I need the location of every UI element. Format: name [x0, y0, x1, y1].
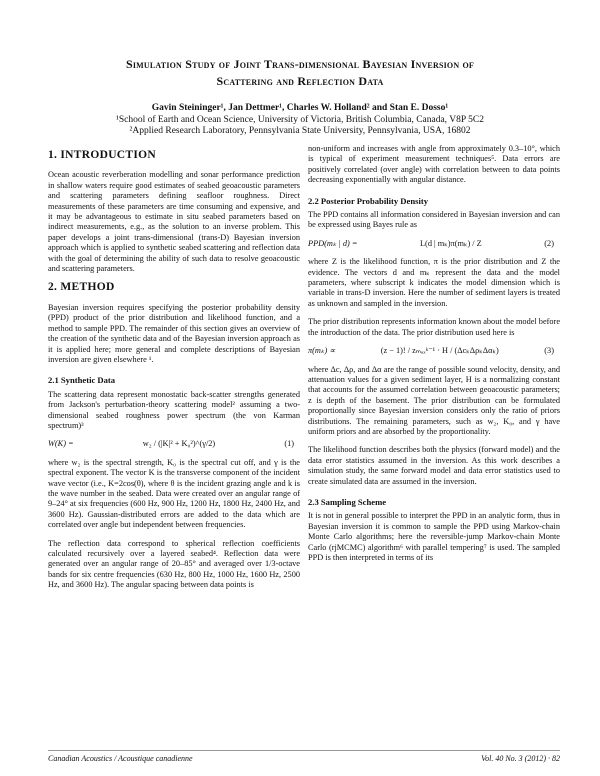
paragraph: Bayesian inversion requires specifying the posterior probability density (PPD) product of the prior distribution and likelihood function, and a method to sample PPD. The remainder of this section gives an overview of the creation of the synthetic data and of the Bayesian inversion approach as it is applied here; more general and complete descriptions of Bayesian inversion are given elsewhere ¹. [48, 302, 300, 364]
paragraph: The scattering data represent monostatic back-scatter strengths generated from Jackson's perturbation-theory scattering model² assuming a two-dimensional seabed roughness power spectrum (the von Karman spectrum)³ [48, 389, 300, 430]
affiliation-1: ¹School of Earth and Ocean Science, University of Victoria, British Columbia, Canada, V8P 5C2 [115, 114, 485, 125]
author-block [40, 103, 560, 138]
paragraph: where Z is the likelihood function, π is the prior distribution and Z the evidence. The vectors d and mₖ represent the data and the model parameters, where subscript k indicates the model dimension which is variable in trans-D inversion. Here the number of sediment layers is treated as unknown and sampled in the inversion. [308, 257, 560, 308]
title-line-2: Scattering and Reflection Data [216, 74, 384, 88]
paragraph: where w₂ is the spectral strength, K₀ is the spectral cut off, and γ is the spectral exponent. The vector K is the transverse component of the incident wave vector (i.e., K=2cos(θ), where θ is the incident grazing angle and k is the wave number in the seabed. Data were created over an angular range of 9–24° at six frequencies (600 Hz, 900 Hz, 1200 Hz, 1800 Hz, 2400 Hz, and 3600 Hz). Gaussian-distributed errors are added to the data which are correlated over angle but independent between frequencies. [48, 457, 300, 530]
paragraph: The prior distribution represents information known about the model before the introduction of the data. The prior distribution used here is [308, 317, 560, 337]
paragraph: where Δc, Δρ, and Δα are the range of possible sound velocity, density, and attenuation values for a given sediment layer, H is a normalizing constant that accounts for the assumed correlation between geoacoustic parameters; z is depth of the basement. The prior distribution can be formulated proportionally since Bayesian inversion considers only the ratio of priors distributions. The remaining parameters, such as w₂, K₀, and γ have uniform priors and are absorbed by the proportionality. [308, 364, 560, 436]
equation-number: (3) [544, 346, 554, 356]
affiliation-2: ²Applied Research Laboratory, Pennsylvania State University, Pennsylvania, USA, 16802 [129, 126, 471, 136]
paragraph: non-uniform and increases with angle from approximately 0.3–10°, which is typical of experiment measurement techniques⁵. Data errors are positively correlated (over angle) with correlation between to data points decreasing exponentially with angular distance. [308, 144, 560, 185]
equation-3 [308, 346, 560, 356]
equation-lhs: PPD(mₖ | d) = [308, 238, 358, 248]
subsection-heading-synthetic-data: 2.1 Synthetic Data [48, 375, 116, 386]
equation-rhs: (z − 1)! / zₘₐₓᵏ⁻¹ · H / (ΔcₖΔρₖΔαₖ) [380, 346, 499, 356]
right-column [308, 144, 560, 571]
page-footer [48, 750, 560, 763]
equation-lhs: W(K) = [48, 439, 74, 449]
equation-rhs: w₂ / (|K|² + K₀²)^(γ/2) [142, 439, 216, 449]
title-line-1: Simulation Study of Joint Trans-dimensional Bayesian Inversion of [125, 57, 475, 71]
equation-2 [308, 239, 560, 249]
left-column [48, 146, 300, 599]
paragraph: The reflection data correspond to spherical reflection coefficients calculated recursively over a layered seabed⁴. Reflection data were generated over an angular range of 20–85° and averaged over 1/3-octave bands for six centre frequencies (630 Hz, 800 Hz, 1000 Hz, 1600 Hz, 2500 Hz, and 3600 Hz). The angular spacing between data points is [48, 538, 300, 590]
equation-lhs: π(mₖ) ∝ [308, 346, 336, 356]
equation-number: (1) [284, 439, 294, 449]
subsection-heading-sampling-scheme: 2.3 Sampling Scheme [308, 496, 387, 507]
author-names: Gavin Steininger¹, Jan Dettmer¹, Charles W. Holland² and Stan E. Dosso¹ [151, 103, 449, 113]
paragraph: The PPD contains all information considered in Bayesian inversion and can be expressed using Bayes rule as [308, 210, 560, 230]
section-heading-introduction: 1. INTRODUCTION [48, 149, 157, 161]
paper-title [40, 56, 560, 90]
equation-rhs: L(d | mₖ)π(mₖ) / Z [419, 238, 482, 248]
equation-1 [48, 439, 300, 449]
section-heading-method: 2. METHOD [48, 281, 115, 294]
footer-journal: Canadian Acoustics / Acoustique canadienne [48, 754, 193, 763]
paragraph: The likelihood function describes both the physics (forward model) and the data error statistics assumed in the inversion. As this work describes a simulation study, the same forward model and data error statistics used to create simulated data are assumed in the inversion. [308, 445, 560, 486]
paragraph: Ocean acoustic reverberation modelling and sonar performance prediction in shallow waters require good estimates of seabed geoacoustic parameters and scattering parameters defining seafloor roughness. Direct measurements of these parameters are time consuming and expensive, and it may be advantageous to estimate in situ seabed parameters based on indirect measurements, e.g., as the solution to an inverse problem. This paper develops a joint trans-dimensional (trans-D) Bayesian inversion approach which is applied to synthetic seabed scattering and reflection data with the goal of determining the ability of such data to resolve geoacoustic and scattering parameters. [48, 170, 300, 274]
equation-number: (2) [544, 238, 554, 248]
subsection-heading-ppd: 2.2 Posterior Probability Density [308, 195, 428, 206]
footer-page-number: Vol. 40 No. 3 (2012) · 82 [481, 754, 560, 763]
paragraph: It is not in general possible to interpret the PPD in an analytic form, thus in Bayesian inversion it is common to sample the PPD using Markov-chain Monte Carlo algorithms; here the reversible-jump Markov-chain Monte Carlo (rjMCMC) algorithm⁶ with parallel tempering⁷ is used. The sampled PPD is then interpreted in terms of its [308, 511, 560, 562]
